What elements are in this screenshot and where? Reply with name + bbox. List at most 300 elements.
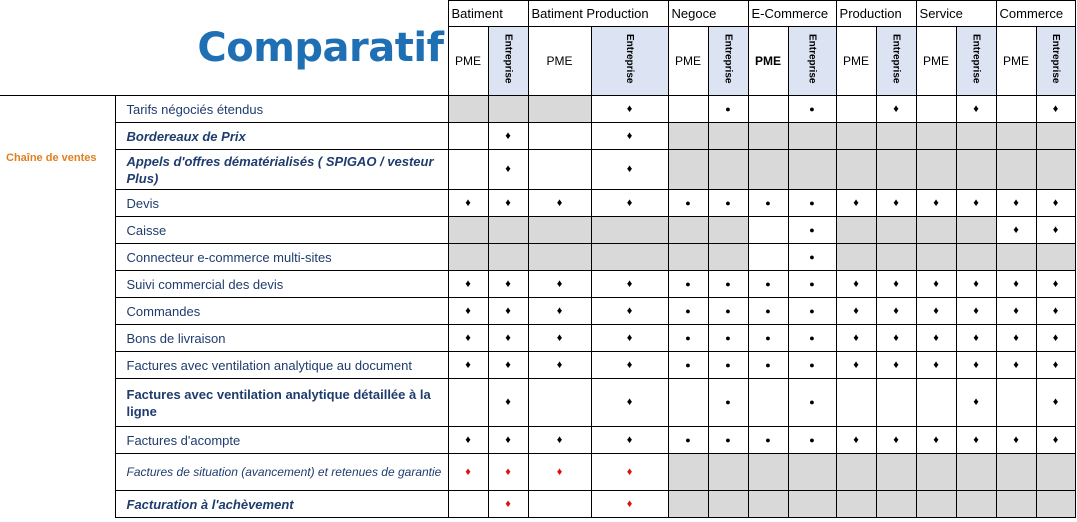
feature-cell xyxy=(1036,352,1075,379)
feature-cell xyxy=(708,427,748,454)
column-group-header: Negoce xyxy=(668,1,748,27)
dot-marker-icon: ● xyxy=(809,197,815,208)
feature-cell xyxy=(916,379,956,427)
feature-cell xyxy=(876,271,916,298)
entreprise-header xyxy=(1036,27,1075,96)
feature-cell xyxy=(708,298,748,325)
dot-marker-icon: ● xyxy=(809,434,815,445)
dot-marker-icon: ● xyxy=(765,197,771,208)
unavailable-cell xyxy=(916,454,956,491)
entreprise-header-label: Entreprise xyxy=(1050,33,1062,84)
diamond-marker-icon: ♦ xyxy=(853,304,859,317)
feature-cell xyxy=(488,190,528,217)
diamond-marker-icon: ♦ xyxy=(973,102,979,115)
dot-marker-icon: ● xyxy=(765,359,771,370)
feature-cell xyxy=(488,298,528,325)
feature-cell xyxy=(956,96,996,123)
unavailable-cell xyxy=(956,491,996,518)
unavailable-cell xyxy=(1036,244,1075,271)
diamond-marker-icon: ♦ xyxy=(556,277,563,290)
feature-cell xyxy=(956,190,996,217)
unavailable-cell xyxy=(876,454,916,491)
feature-cell xyxy=(591,96,668,123)
unavailable-cell xyxy=(748,491,788,518)
feature-cell xyxy=(488,454,528,491)
pme-header: PME xyxy=(916,27,956,96)
table-row xyxy=(0,454,1075,491)
feature-cell xyxy=(668,271,708,298)
unavailable-cell xyxy=(488,96,528,123)
feature-cell xyxy=(668,190,708,217)
diamond-marker-icon: ♦ xyxy=(973,358,979,371)
table-row xyxy=(0,427,1075,454)
dot-marker-icon: ● xyxy=(809,359,815,370)
feature-cell xyxy=(1036,96,1075,123)
dot-marker-icon: ● xyxy=(725,305,731,316)
unavailable-cell xyxy=(996,150,1036,190)
diamond-marker-icon: ♦ xyxy=(505,196,511,209)
diamond-marker-icon: ♦ xyxy=(626,396,633,408)
feature-cell xyxy=(788,271,836,298)
entreprise-header xyxy=(488,27,528,96)
diamond-marker-icon: ♦ xyxy=(893,277,899,290)
feature-cell xyxy=(1036,190,1075,217)
feature-cell xyxy=(488,325,528,352)
diamond-marker-icon: ♦ xyxy=(893,304,899,317)
column-group-header: Batiment Production xyxy=(528,1,668,27)
unavailable-cell xyxy=(488,217,528,244)
unavailable-cell xyxy=(836,454,876,491)
feature-label: Suivi commercial des devis xyxy=(115,271,448,298)
feature-cell xyxy=(591,271,668,298)
feature-cell xyxy=(996,271,1036,298)
feature-cell xyxy=(916,325,956,352)
feature-cell xyxy=(528,325,591,352)
feature-cell xyxy=(876,190,916,217)
feature-cell xyxy=(788,379,836,427)
feature-cell xyxy=(748,379,788,427)
feature-cell xyxy=(876,427,916,454)
feature-cell xyxy=(956,271,996,298)
feature-cell xyxy=(836,352,876,379)
table-row xyxy=(0,96,1075,123)
diamond-marker-icon: ♦ xyxy=(1052,223,1059,236)
red-diamond-marker-icon: ♦ xyxy=(556,465,563,478)
dot-marker-icon: ● xyxy=(725,359,731,370)
feature-label: Factures avec ventilation analytique détaillée à la ligne xyxy=(115,379,448,427)
feature-cell xyxy=(836,298,876,325)
feature-cell xyxy=(668,96,708,123)
unavailable-cell xyxy=(788,491,836,518)
unavailable-cell xyxy=(788,454,836,491)
unavailable-cell xyxy=(448,96,488,123)
entreprise-header xyxy=(956,27,996,96)
feature-cell xyxy=(788,427,836,454)
unavailable-cell xyxy=(528,217,591,244)
diamond-marker-icon: ♦ xyxy=(973,277,979,290)
column-group-header: Production xyxy=(836,1,916,27)
entreprise-header xyxy=(708,27,748,96)
diamond-marker-icon: ♦ xyxy=(626,163,633,175)
feature-cell xyxy=(788,190,836,217)
pme-header: PME xyxy=(996,27,1036,96)
diamond-marker-icon: ♦ xyxy=(626,102,633,115)
feature-cell xyxy=(836,325,876,352)
feature-cell xyxy=(748,244,788,271)
feature-cell xyxy=(1036,271,1075,298)
diamond-marker-icon: ♦ xyxy=(853,358,859,371)
diamond-marker-icon: ♦ xyxy=(893,102,899,115)
diamond-marker-icon: ♦ xyxy=(973,331,979,344)
unavailable-cell xyxy=(708,454,748,491)
table-row xyxy=(0,271,1075,298)
feature-cell xyxy=(448,150,488,190)
unavailable-cell xyxy=(916,244,956,271)
diamond-marker-icon: ♦ xyxy=(626,358,633,371)
feature-cell xyxy=(996,298,1036,325)
dot-marker-icon: ● xyxy=(765,278,771,289)
feature-cell xyxy=(528,352,591,379)
dot-marker-icon: ● xyxy=(685,197,691,208)
unavailable-cell xyxy=(668,244,708,271)
diamond-marker-icon: ♦ xyxy=(465,433,471,446)
red-diamond-marker-icon: ♦ xyxy=(505,497,511,510)
feature-label: Factures d'acompte xyxy=(115,427,448,454)
diamond-marker-icon: ♦ xyxy=(933,304,939,317)
dot-marker-icon: ● xyxy=(685,434,691,445)
feature-cell xyxy=(591,379,668,427)
diamond-marker-icon: ♦ xyxy=(556,358,563,371)
unavailable-cell xyxy=(528,244,591,271)
dot-marker-icon: ● xyxy=(809,278,815,289)
unavailable-cell xyxy=(668,491,708,518)
feature-cell xyxy=(748,352,788,379)
dot-marker-icon: ● xyxy=(809,251,815,262)
feature-cell xyxy=(448,427,488,454)
feature-cell xyxy=(528,427,591,454)
diamond-marker-icon: ♦ xyxy=(1013,196,1019,209)
unavailable-cell xyxy=(591,244,668,271)
unavailable-cell xyxy=(668,123,708,150)
diamond-marker-icon: ♦ xyxy=(556,304,563,317)
dot-marker-icon: ● xyxy=(809,103,815,114)
unavailable-cell xyxy=(916,123,956,150)
unavailable-cell xyxy=(668,217,708,244)
feature-cell xyxy=(668,379,708,427)
table-row xyxy=(0,379,1075,427)
diamond-marker-icon: ♦ xyxy=(505,433,511,446)
page-title: Comparatif xyxy=(197,24,444,71)
feature-cell xyxy=(876,96,916,123)
feature-cell xyxy=(956,352,996,379)
feature-label: Tarifs négociés étendus xyxy=(115,96,448,123)
unavailable-cell xyxy=(448,217,488,244)
diamond-marker-icon: ♦ xyxy=(1052,196,1059,209)
pme-header: PME xyxy=(528,27,591,96)
diamond-marker-icon: ♦ xyxy=(465,358,471,371)
unavailable-cell xyxy=(708,123,748,150)
feature-cell xyxy=(748,325,788,352)
dot-marker-icon: ● xyxy=(765,434,771,445)
feature-cell xyxy=(788,352,836,379)
feature-cell xyxy=(916,271,956,298)
diamond-marker-icon: ♦ xyxy=(505,358,511,371)
diamond-marker-icon: ♦ xyxy=(1052,304,1059,317)
diamond-marker-icon: ♦ xyxy=(626,433,633,446)
feature-label: Appels d'offres dématérialisés ( SPIGAO / vesteur Plus) xyxy=(115,150,448,190)
unavailable-cell xyxy=(668,150,708,190)
feature-cell xyxy=(956,427,996,454)
unavailable-cell xyxy=(591,217,668,244)
diamond-marker-icon: ♦ xyxy=(933,277,939,290)
feature-cell xyxy=(448,379,488,427)
diamond-marker-icon: ♦ xyxy=(1013,223,1019,236)
unavailable-cell xyxy=(876,491,916,518)
diamond-marker-icon: ♦ xyxy=(1013,331,1019,344)
feature-cell xyxy=(591,427,668,454)
dot-marker-icon: ● xyxy=(725,434,731,445)
diamond-marker-icon: ♦ xyxy=(893,331,899,344)
unavailable-cell xyxy=(956,454,996,491)
feature-cell xyxy=(591,190,668,217)
feature-cell xyxy=(748,271,788,298)
feature-cell xyxy=(448,325,488,352)
diamond-marker-icon: ♦ xyxy=(505,396,511,408)
feature-cell xyxy=(956,379,996,427)
table-row xyxy=(0,325,1075,352)
feature-label: Factures avec ventilation analytique au document xyxy=(115,352,448,379)
feature-cell xyxy=(788,298,836,325)
feature-cell xyxy=(916,427,956,454)
diamond-marker-icon: ♦ xyxy=(626,304,633,317)
column-group-header: E-Commerce xyxy=(748,1,836,27)
feature-cell xyxy=(708,271,748,298)
unavailable-cell xyxy=(916,150,956,190)
diamond-marker-icon: ♦ xyxy=(626,196,633,209)
feature-cell xyxy=(836,379,876,427)
table-row xyxy=(0,123,1075,150)
feature-cell xyxy=(788,244,836,271)
feature-cell xyxy=(591,454,668,491)
feature-cell xyxy=(836,427,876,454)
unavailable-cell xyxy=(1036,454,1075,491)
feature-cell xyxy=(448,123,488,150)
feature-cell xyxy=(996,96,1036,123)
unavailable-cell xyxy=(956,244,996,271)
unavailable-cell xyxy=(708,217,748,244)
diamond-marker-icon: ♦ xyxy=(465,304,471,317)
unavailable-cell xyxy=(956,150,996,190)
unavailable-cell xyxy=(1036,123,1075,150)
feature-cell xyxy=(591,352,668,379)
diamond-marker-icon: ♦ xyxy=(465,331,471,344)
entreprise-header-label: Entreprise xyxy=(624,33,635,84)
unavailable-cell xyxy=(448,244,488,271)
diamond-marker-icon: ♦ xyxy=(933,331,939,344)
feature-cell xyxy=(1036,298,1075,325)
entreprise-header-label: Entreprise xyxy=(806,33,818,84)
diamond-marker-icon: ♦ xyxy=(973,396,979,408)
category-label: Chaîne de ventes xyxy=(6,152,97,164)
feature-cell xyxy=(996,379,1036,427)
diamond-marker-icon: ♦ xyxy=(505,277,511,290)
pme-header: PME xyxy=(668,27,708,96)
diamond-marker-icon: ♦ xyxy=(933,196,939,209)
unavailable-cell xyxy=(876,244,916,271)
red-diamond-marker-icon: ♦ xyxy=(505,465,511,478)
unavailable-cell xyxy=(996,491,1036,518)
diamond-marker-icon: ♦ xyxy=(973,304,979,317)
unavailable-cell xyxy=(956,217,996,244)
diamond-marker-icon: ♦ xyxy=(1052,358,1059,371)
pme-header: PME xyxy=(448,27,488,96)
feature-cell xyxy=(996,217,1036,244)
entreprise-header-label: Entreprise xyxy=(970,33,982,84)
unavailable-cell xyxy=(956,123,996,150)
column-group-header: Commerce xyxy=(996,1,1075,27)
diamond-marker-icon: ♦ xyxy=(973,196,979,209)
dot-marker-icon: ● xyxy=(725,278,731,289)
dot-marker-icon: ● xyxy=(809,305,815,316)
unavailable-cell xyxy=(668,454,708,491)
diamond-marker-icon: ♦ xyxy=(1052,102,1059,115)
diamond-marker-icon: ♦ xyxy=(505,304,511,317)
feature-label: Bons de livraison xyxy=(115,325,448,352)
unavailable-cell xyxy=(996,244,1036,271)
feature-label: Factures de situation (avancement) et retenues de garantie xyxy=(115,454,448,491)
feature-cell xyxy=(591,298,668,325)
unavailable-cell xyxy=(876,217,916,244)
feature-cell xyxy=(528,379,591,427)
unavailable-cell xyxy=(748,454,788,491)
unavailable-cell xyxy=(748,150,788,190)
feature-cell xyxy=(528,491,591,518)
column-group-header: Batiment xyxy=(448,1,528,27)
unavailable-cell xyxy=(996,454,1036,491)
diamond-marker-icon: ♦ xyxy=(933,358,939,371)
unavailable-cell xyxy=(916,217,956,244)
diamond-marker-icon: ♦ xyxy=(853,277,859,290)
feature-label: Commandes xyxy=(115,298,448,325)
unavailable-cell xyxy=(788,150,836,190)
pme-header: PME xyxy=(836,27,876,96)
feature-cell xyxy=(1036,427,1075,454)
feature-cell xyxy=(708,325,748,352)
feature-cell xyxy=(996,352,1036,379)
entreprise-header xyxy=(788,27,836,96)
table-row xyxy=(0,491,1075,518)
feature-cell xyxy=(748,190,788,217)
feature-cell xyxy=(708,96,748,123)
dot-marker-icon: ● xyxy=(725,197,731,208)
feature-cell xyxy=(488,123,528,150)
feature-cell xyxy=(591,123,668,150)
feature-cell xyxy=(708,352,748,379)
diamond-marker-icon: ♦ xyxy=(1052,433,1059,446)
feature-cell xyxy=(528,271,591,298)
diamond-marker-icon: ♦ xyxy=(626,129,633,142)
red-diamond-marker-icon: ♦ xyxy=(626,497,633,510)
feature-cell xyxy=(916,298,956,325)
feature-cell xyxy=(448,271,488,298)
diamond-marker-icon: ♦ xyxy=(465,196,471,209)
feature-cell xyxy=(488,352,528,379)
diamond-marker-icon: ♦ xyxy=(973,433,979,446)
feature-cell xyxy=(708,379,748,427)
feature-cell xyxy=(591,491,668,518)
column-group-header: Service xyxy=(916,1,996,27)
diamond-marker-icon: ♦ xyxy=(893,196,899,209)
dot-marker-icon: ● xyxy=(685,305,691,316)
feature-cell xyxy=(668,427,708,454)
unavailable-cell xyxy=(996,123,1036,150)
entreprise-header xyxy=(591,27,668,96)
dot-marker-icon: ● xyxy=(725,103,731,114)
feature-cell xyxy=(836,271,876,298)
table-row xyxy=(0,298,1075,325)
diamond-marker-icon: ♦ xyxy=(556,196,563,209)
feature-cell xyxy=(528,454,591,491)
feature-cell xyxy=(916,352,956,379)
feature-cell xyxy=(448,190,488,217)
dot-marker-icon: ● xyxy=(725,397,731,407)
feature-cell xyxy=(748,298,788,325)
feature-cell xyxy=(748,427,788,454)
entreprise-header-label: Entreprise xyxy=(722,33,734,84)
table-row xyxy=(0,352,1075,379)
feature-cell xyxy=(996,427,1036,454)
feature-label: Connecteur e-commerce multi-sites xyxy=(115,244,448,271)
table-row xyxy=(0,150,1075,190)
unavailable-cell xyxy=(1036,150,1075,190)
red-diamond-marker-icon: ♦ xyxy=(626,465,633,478)
feature-cell xyxy=(488,379,528,427)
feature-cell xyxy=(876,298,916,325)
entreprise-header-label: Entreprise xyxy=(502,33,514,84)
feature-cell xyxy=(708,190,748,217)
dot-marker-icon: ● xyxy=(685,332,691,343)
entreprise-header-label: Entreprise xyxy=(890,33,902,84)
feature-label: Caisse xyxy=(115,217,448,244)
unavailable-cell xyxy=(836,150,876,190)
diamond-marker-icon: ♦ xyxy=(893,433,899,446)
diamond-marker-icon: ♦ xyxy=(626,277,633,290)
diamond-marker-icon: ♦ xyxy=(626,331,633,344)
unavailable-cell xyxy=(708,244,748,271)
diamond-marker-icon: ♦ xyxy=(1052,331,1059,344)
feature-label: Bordereaux de Prix xyxy=(115,123,448,150)
unavailable-cell xyxy=(836,123,876,150)
feature-cell xyxy=(488,427,528,454)
pme-header: PME xyxy=(748,27,788,96)
feature-cell xyxy=(748,217,788,244)
feature-cell xyxy=(448,491,488,518)
feature-cell xyxy=(488,491,528,518)
entreprise-header xyxy=(876,27,916,96)
dot-marker-icon: ● xyxy=(765,332,771,343)
diamond-marker-icon: ♦ xyxy=(556,331,563,344)
unavailable-cell xyxy=(708,491,748,518)
diamond-marker-icon: ♦ xyxy=(556,433,563,446)
red-diamond-marker-icon: ♦ xyxy=(465,465,471,478)
feature-cell xyxy=(996,190,1036,217)
unavailable-cell xyxy=(788,123,836,150)
unavailable-cell xyxy=(708,150,748,190)
dot-marker-icon: ● xyxy=(685,359,691,370)
unavailable-cell xyxy=(488,244,528,271)
diamond-marker-icon: ♦ xyxy=(853,196,859,209)
unavailable-cell xyxy=(528,96,591,123)
